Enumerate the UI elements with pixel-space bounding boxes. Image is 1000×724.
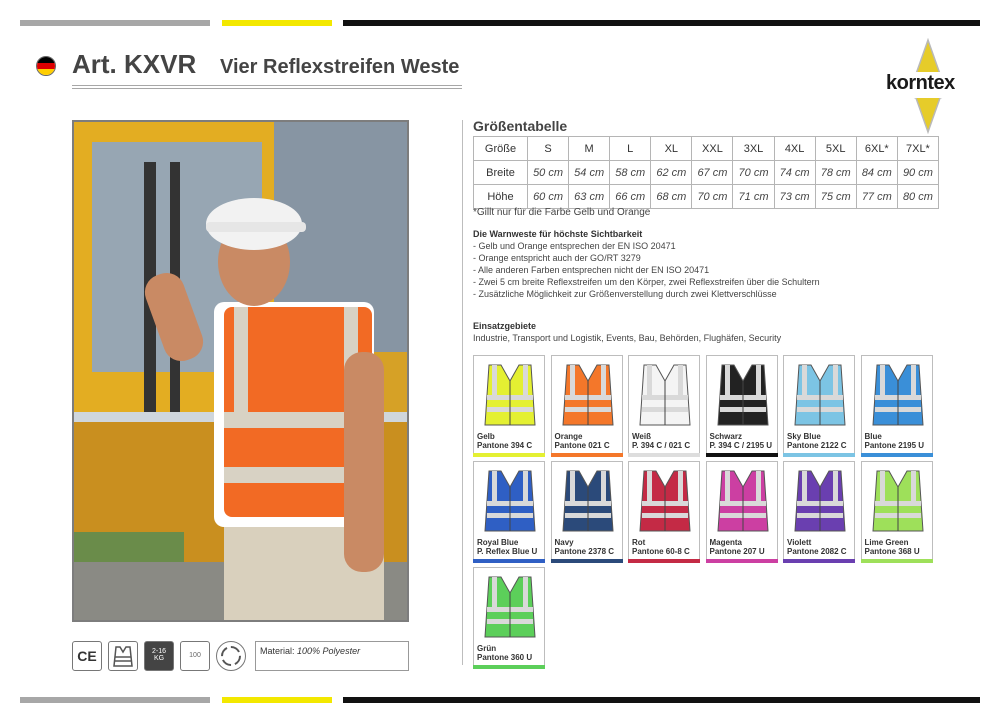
size-header: S	[528, 137, 569, 161]
product-photo	[72, 120, 409, 622]
color-swatch	[551, 355, 623, 457]
color-name: Violett	[787, 538, 812, 547]
size-header: 5XL	[815, 137, 856, 161]
color-label	[555, 432, 610, 450]
usage-section	[473, 320, 781, 344]
vest-icon	[716, 361, 770, 429]
color-swatch	[706, 461, 778, 563]
height-cell: 77 cm	[856, 185, 897, 209]
color-swatch	[861, 355, 933, 457]
wash-count-icon	[180, 641, 210, 671]
vest-icon	[793, 467, 847, 535]
top-bar-yellow	[222, 20, 332, 26]
color-code: P. 394 C / 2195 U	[709, 441, 773, 450]
ce-mark-icon	[72, 641, 102, 671]
color-code: Pantone 2378 C	[554, 547, 615, 556]
weight-unit: KG	[153, 655, 165, 662]
color-name: Weiß	[632, 432, 651, 441]
color-label	[865, 432, 925, 450]
material-value: 100% Polyester	[297, 646, 361, 656]
material-label: Material:	[260, 646, 295, 656]
top-bar-black	[343, 20, 980, 26]
height-cell: 63 cm	[569, 185, 610, 209]
color-strip	[551, 559, 623, 563]
height-cell: 60 cm	[528, 185, 569, 209]
color-name: Orange	[554, 432, 583, 441]
height-cell: 75 cm	[815, 185, 856, 209]
vest-icon	[638, 467, 692, 535]
bottom-bar-gray	[20, 697, 210, 703]
row-label-height: Höhe	[474, 185, 528, 209]
width-cell: 74 cm	[774, 161, 815, 185]
recycling-icon	[216, 641, 246, 671]
bottom-bar-yellow	[222, 697, 332, 703]
german-flag-icon	[36, 56, 56, 76]
color-label	[477, 432, 532, 450]
vest-icon	[483, 573, 537, 641]
color-label	[632, 432, 690, 450]
height-cell: 66 cm	[610, 185, 651, 209]
color-strip	[473, 665, 545, 669]
width-cell: 78 cm	[815, 161, 856, 185]
size-header: XXL	[692, 137, 733, 161]
size-header: 3XL	[733, 137, 774, 161]
color-code: Pantone 021 C	[554, 441, 610, 450]
height-cell: 71 cm	[733, 185, 774, 209]
color-name: Navy	[554, 538, 574, 547]
color-name: Gelb	[477, 432, 495, 441]
page-header	[36, 48, 466, 84]
description-item: - Orange entspricht auch der GO/RT 3279	[473, 253, 641, 263]
color-swatch	[473, 355, 545, 457]
vest-icon	[793, 361, 847, 429]
ce-mark-text: CE	[77, 648, 97, 664]
color-swatch	[551, 461, 623, 563]
material-box	[255, 641, 409, 671]
color-strip	[706, 453, 778, 457]
bottom-bar-black	[343, 697, 980, 703]
article-number: Art. KXVR	[72, 49, 197, 79]
wash-count-text: 100	[189, 652, 201, 659]
vest-pictogram-icon	[108, 641, 138, 671]
description-item: - Alle anderen Farben entsprechen nicht der EN ISO 20471	[473, 265, 710, 275]
description-item: - Gelb und Orange entsprechen der EN ISO 20471	[473, 241, 676, 251]
color-label	[787, 538, 847, 556]
width-cell: 70 cm	[733, 161, 774, 185]
color-label	[710, 538, 765, 556]
color-label	[477, 538, 537, 556]
size-header: L	[610, 137, 651, 161]
table-row-width	[474, 161, 939, 185]
color-swatch	[706, 355, 778, 457]
color-label	[710, 432, 773, 450]
height-cell: 70 cm	[692, 185, 733, 209]
usage-text: Industrie, Transport und Logistik, Events, Bau, Behörden, Flughäfen, Security	[473, 333, 782, 343]
color-swatch	[473, 461, 545, 563]
width-cell: 90 cm	[897, 161, 938, 185]
color-swatch	[861, 461, 933, 563]
height-cell: 68 cm	[651, 185, 692, 209]
width-cell: 54 cm	[569, 161, 610, 185]
description-item: - Zusätzliche Möglichkeit zur Größenverstellung durch zwei Klettverschlüsse	[473, 289, 777, 299]
size-table	[473, 136, 939, 209]
description-heading: Die Warnweste für höchste Sichtbarkeit	[473, 229, 643, 239]
usage-heading: Einsatzgebiete	[473, 321, 537, 331]
color-label	[632, 538, 690, 556]
color-code: Pantone 2082 C	[787, 547, 847, 556]
color-label	[865, 538, 920, 556]
color-code: Pantone 2195 U	[864, 441, 925, 450]
color-name: Royal Blue	[477, 538, 519, 547]
color-name: Schwarz	[709, 432, 742, 441]
brand-logo-text: korntex	[886, 72, 955, 94]
color-label	[555, 538, 615, 556]
size-table-title: Größentabelle	[473, 118, 568, 134]
color-strip	[861, 453, 933, 457]
vest-icon	[483, 361, 537, 429]
size-header: M	[569, 137, 610, 161]
certification-icons	[72, 641, 252, 671]
weight-icon	[144, 641, 174, 671]
width-cell: 58 cm	[610, 161, 651, 185]
color-code: Pantone 360 U	[477, 653, 533, 662]
size-footnote: *Gillt nur für die Farbe Gelb und Orange	[473, 207, 651, 218]
color-code: Pantone 60-8 C	[632, 547, 690, 556]
header-divider	[72, 85, 462, 89]
color-strip	[473, 453, 545, 457]
width-cell: 84 cm	[856, 161, 897, 185]
color-swatch	[628, 461, 700, 563]
color-code: P. Reflex Blue U	[477, 547, 538, 556]
column-divider	[462, 120, 463, 665]
size-table-corner: Größe	[474, 137, 528, 161]
description-item: - Zwei 5 cm breite Reflexstreifen um den Körper, zwei Reflexstreifen über die Schultern	[473, 277, 820, 287]
vest-icon	[871, 361, 925, 429]
vest-icon	[716, 467, 770, 535]
vest-icon	[638, 361, 692, 429]
color-swatch	[473, 567, 545, 669]
width-cell: 50 cm	[528, 161, 569, 185]
color-code: Pantone 394 C	[477, 441, 533, 450]
product-description	[473, 228, 820, 300]
color-strip	[628, 453, 700, 457]
color-strip	[706, 559, 778, 563]
color-code: P. 394 C / 021 C	[632, 441, 691, 450]
color-swatch	[783, 355, 855, 457]
color-name: Sky Blue	[787, 432, 821, 441]
worker-photo-illustration	[74, 122, 409, 622]
color-label	[477, 644, 532, 662]
color-strip	[783, 453, 855, 457]
color-code: Pantone 207 U	[709, 547, 765, 556]
color-strip	[628, 559, 700, 563]
vest-icon	[561, 361, 615, 429]
vest-icon	[483, 467, 537, 535]
size-header: XL	[651, 137, 692, 161]
table-row-height	[474, 185, 939, 209]
color-strip	[551, 453, 623, 457]
color-name: Lime Green	[864, 538, 909, 547]
color-name: Blue	[864, 432, 882, 441]
color-code: Pantone 368 U	[864, 547, 920, 556]
size-table-header-row	[474, 137, 939, 161]
weight-range: 2-16	[151, 648, 166, 655]
color-strip	[783, 559, 855, 563]
color-label	[787, 432, 847, 450]
color-swatch	[628, 355, 700, 457]
vest-icon	[561, 467, 615, 535]
top-bar-gray	[20, 20, 210, 26]
vest-icon	[871, 467, 925, 535]
width-cell: 62 cm	[651, 161, 692, 185]
size-header: 7XL*	[897, 137, 938, 161]
color-name: Magenta	[709, 538, 742, 547]
color-strip	[473, 559, 545, 563]
color-name: Rot	[632, 538, 646, 547]
color-swatch	[783, 461, 855, 563]
color-name: Grün	[477, 644, 497, 653]
product-title: Vier Reflexstreifen Weste	[220, 56, 460, 78]
color-strip	[861, 559, 933, 563]
color-code: Pantone 2122 C	[787, 441, 847, 450]
size-header: 4XL	[774, 137, 815, 161]
width-cell: 67 cm	[692, 161, 733, 185]
row-label-width: Breite	[474, 161, 528, 185]
height-cell: 73 cm	[774, 185, 815, 209]
size-header: 6XL*	[856, 137, 897, 161]
height-cell: 80 cm	[897, 185, 938, 209]
